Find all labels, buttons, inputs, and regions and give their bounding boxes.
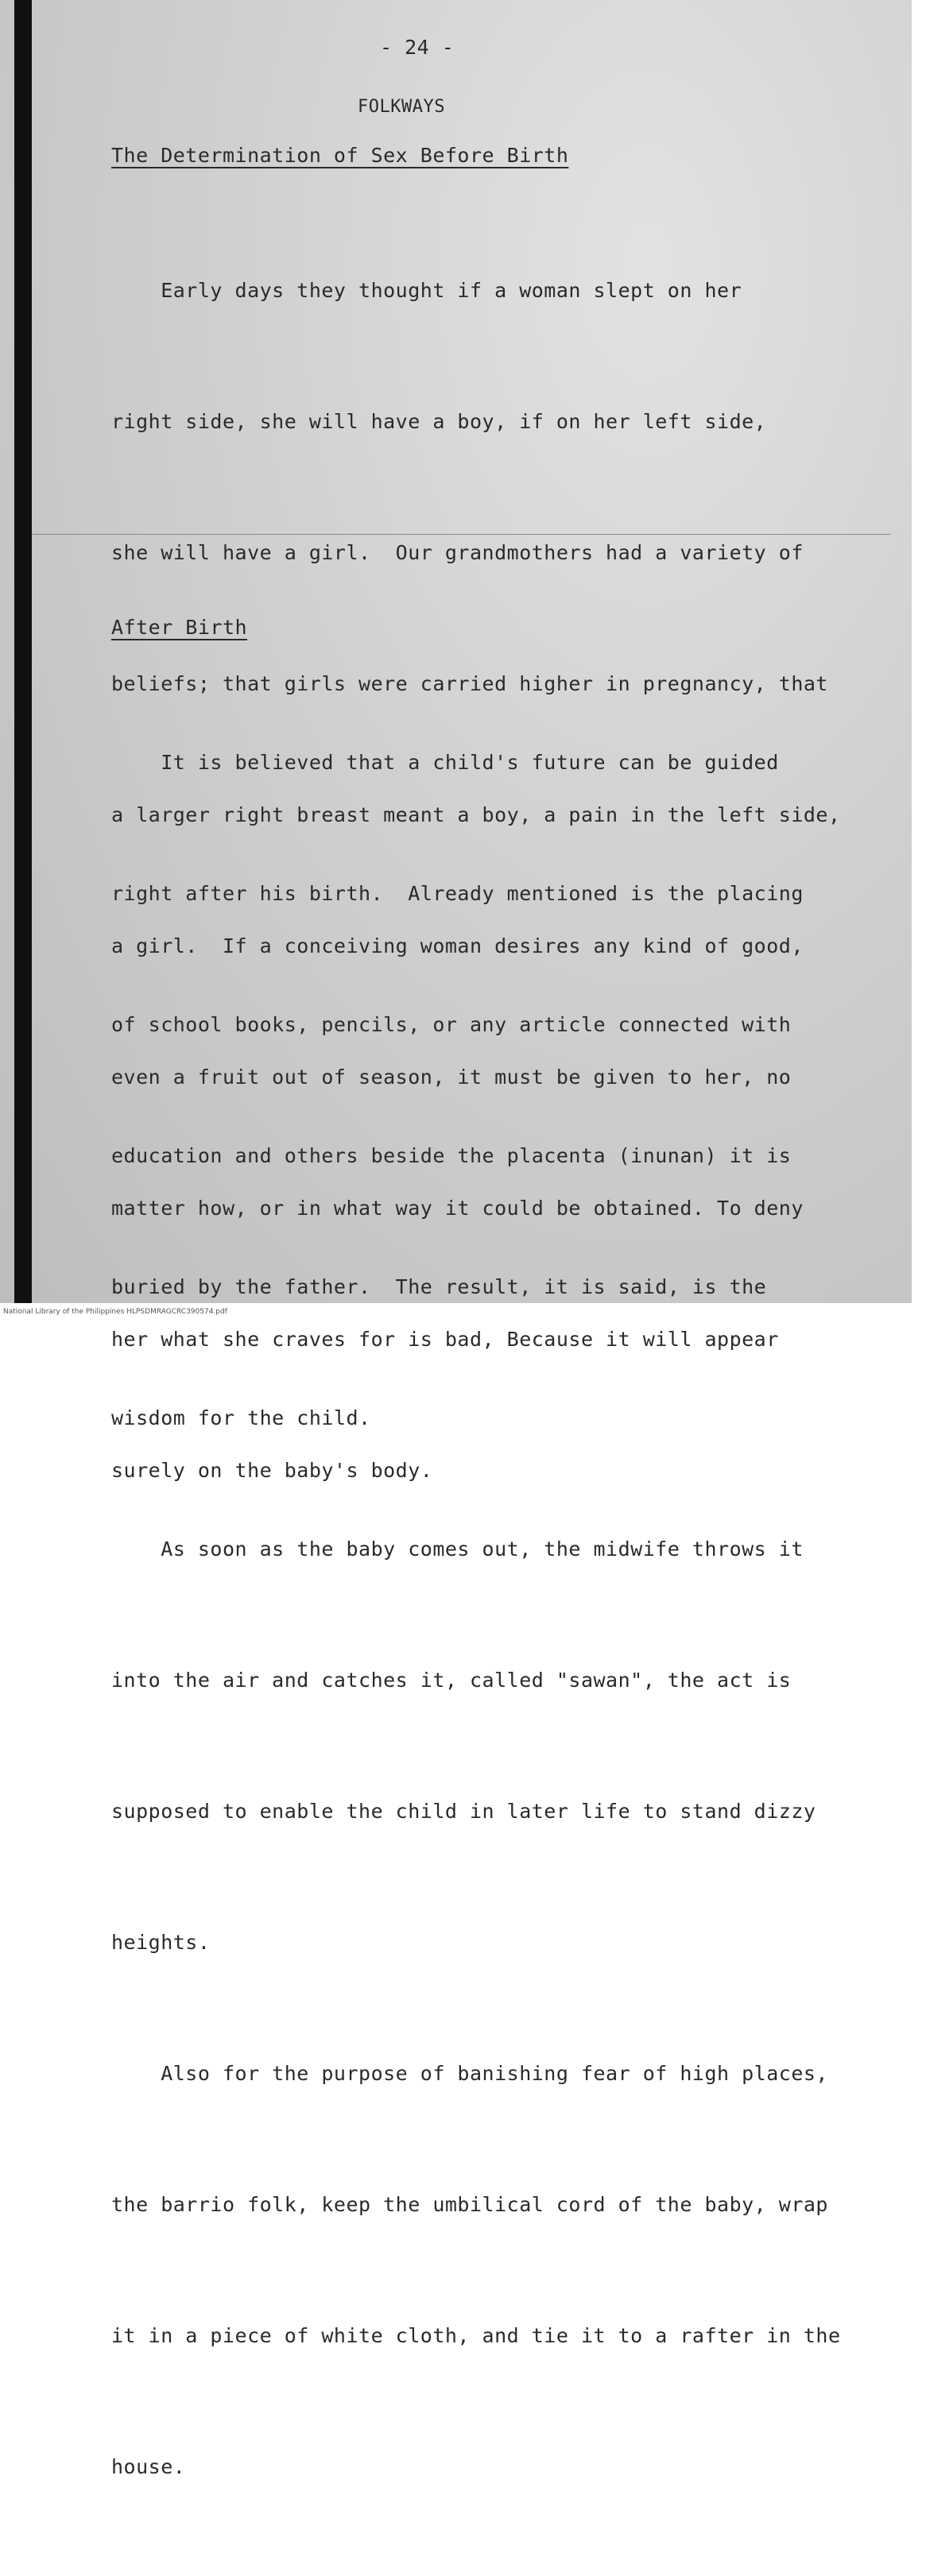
text-line: Also for the purpose of banishing fear of high places, <box>111 2062 828 2085</box>
text-line: it in a piece of white cloth, and tie it to a rafter in the <box>111 2324 841 2347</box>
text-line: her what she craves for is bad, Because it will appear <box>111 1328 779 1351</box>
section-heading-after-birth: After Birth <box>111 616 248 639</box>
text-line: she will have a girl. Our grandmothers had a variety of <box>111 541 804 564</box>
text-line: house. <box>111 2455 186 2478</box>
text-line: right side, she will have a boy, if on her left side, <box>111 410 767 433</box>
text-line: surely on the baby's body. <box>111 1459 433 1482</box>
text-line: wisdom for the child. <box>111 1406 371 1429</box>
text-line: into the air and catches it, called "sawan", the act is <box>111 1669 792 1692</box>
text-line: heights. <box>111 1931 211 1954</box>
text-line: right after his birth. Already mentioned is the placing <box>111 882 804 905</box>
text-line: matter how, or in what way it could be obtained. To deny <box>111 1197 804 1220</box>
text-line: beliefs; that girls were carried higher in pregnancy, that <box>111 672 828 695</box>
text-line: It is believed that a child's future can be guided <box>111 751 779 774</box>
page-number: - 24 - <box>380 36 455 59</box>
text-line: supposed to enable the child in later life to stand dizzy <box>111 1800 816 1823</box>
text-line: a larger right breast meant a boy, a pain in the left side, <box>111 803 841 826</box>
page-edge <box>912 0 926 1317</box>
text-line: buried by the father. The result, it is said, is the <box>111 1275 767 1298</box>
text-line: even a fruit out of season, it must be given to her, no <box>111 1066 792 1089</box>
binding-shadow <box>14 0 32 1303</box>
text-line: education and others beside the placenta (inunan) it is <box>111 1144 792 1167</box>
text-line: As soon as the baby comes out, the midwife throws it <box>111 1537 804 1561</box>
section-heading-sex-determination: The Determination of Sex Before Birth <box>111 144 569 167</box>
text-line: Early days they thought if a woman slept on her <box>111 279 742 302</box>
section-body-after-birth <box>111 653 841 2576</box>
source-footer: National Library of the Philippines HLPSDMRAGCRC390574.pdf <box>3 1308 227 1316</box>
text-line: the barrio folk, keep the umbilical cord of the baby, wrap <box>111 2193 828 2216</box>
text-line: of school books, pencils, or any article connected with <box>111 1013 792 1036</box>
page-title: FOLKWAYS <box>358 97 445 117</box>
text-line: a girl. If a conceiving woman desires any kind of good, <box>111 934 804 957</box>
